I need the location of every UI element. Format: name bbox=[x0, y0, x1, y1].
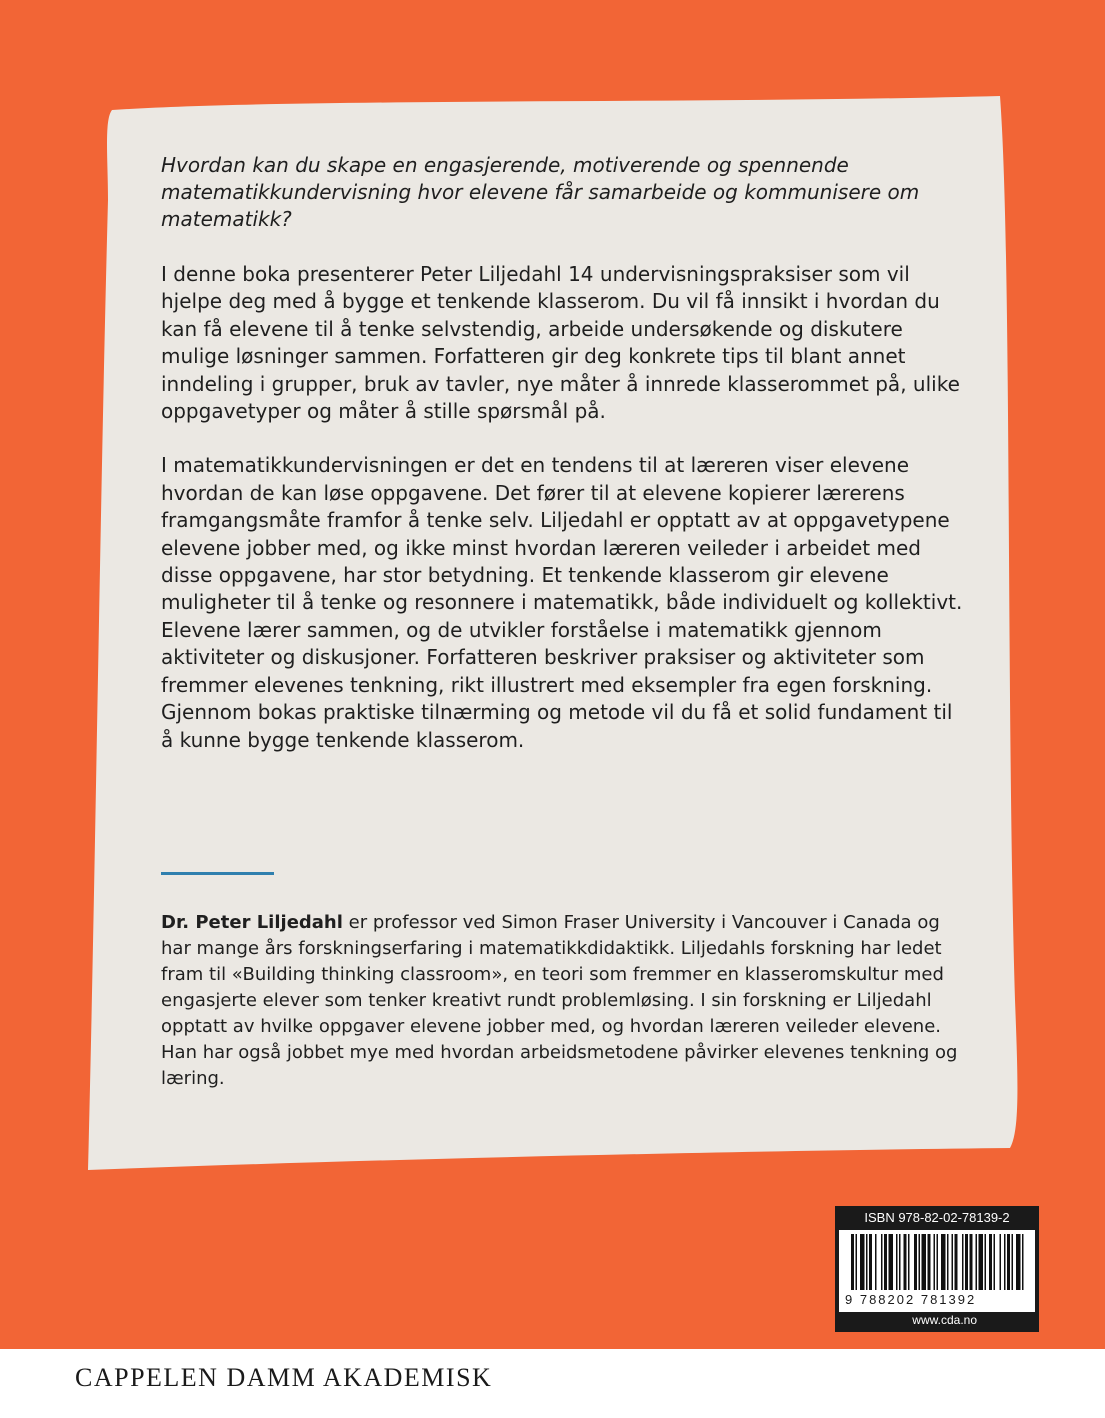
barcode-bar bbox=[994, 1234, 996, 1290]
barcode-bar bbox=[884, 1234, 887, 1290]
publisher-footer bbox=[0, 1349, 1105, 1418]
barcode bbox=[839, 1230, 1035, 1312]
barcode-digits: 9 788202 781392 bbox=[845, 1292, 977, 1307]
barcode-bar bbox=[1004, 1234, 1006, 1290]
author-bio bbox=[161, 910, 971, 1092]
isbn-label: ISBN 978-82-02-78139-2 bbox=[864, 1210, 1010, 1225]
barcode-bar bbox=[908, 1234, 910, 1290]
barcode-block bbox=[835, 1206, 1039, 1332]
barcode-bar bbox=[970, 1234, 973, 1290]
barcode-bar bbox=[941, 1234, 946, 1290]
barcode-bar bbox=[1012, 1234, 1014, 1290]
barcode-bar bbox=[914, 1234, 917, 1290]
barcode-bar bbox=[989, 1234, 992, 1290]
barcode-bar bbox=[955, 1234, 958, 1290]
barcode-bar bbox=[985, 1234, 987, 1290]
barcode-bar bbox=[881, 1234, 883, 1290]
section-divider bbox=[161, 872, 274, 875]
intro-question: Hvordan kan du skape en engasjerende, motiverende og spennende matematikkundervisning hvor elevene får samarbeide og kommunisere om matematikk? bbox=[161, 153, 920, 231]
barcode-bar bbox=[1000, 1234, 1002, 1290]
publisher-logo: CAPPELEN DAMM AKADEMISK bbox=[75, 1363, 493, 1392]
barcode-bar bbox=[937, 1234, 939, 1290]
barcode-bar bbox=[866, 1234, 868, 1290]
barcode-bar bbox=[1007, 1234, 1010, 1290]
barcode-bar bbox=[1016, 1234, 1021, 1290]
barcode-bar bbox=[976, 1234, 978, 1290]
author-name: Dr. Peter Liljedahl bbox=[161, 912, 343, 933]
website-url: www.cda.no bbox=[912, 1313, 977, 1327]
barcode-bar bbox=[869, 1234, 872, 1290]
barcode-bar bbox=[1022, 1234, 1024, 1290]
barcode-bar bbox=[962, 1234, 964, 1290]
barcode-bar bbox=[896, 1234, 898, 1290]
barcode-bar bbox=[928, 1234, 931, 1290]
barcode-bar bbox=[947, 1234, 949, 1290]
author-bio-text: er professor ved Simon Fraser University i Vancouver i Canada og har mange års forskningserfaring i matematikkdidaktikk. Liljedahls forskning har ledet fram til «Building thinking classroom», en teori som fremmer en klasseromskultur med engasjerte elever som tenker kreativt rundt problemløsing. I sin forskning er Liljedahl opptatt av hvilke oppgaver elevene jobber med, og hvordan læreren veileder elevene. Han har også jobbet mye med hvordan arbeidsmetodene påvirker elevenes tenkning og læring. bbox=[161, 912, 958, 1089]
barcode-bar bbox=[904, 1234, 907, 1290]
barcode-bar bbox=[860, 1234, 865, 1290]
paragraph-2: I matematikkundervisningen er det en tendens til at læreren viser elevene hvordan de kan løse oppgavene. Det fører til at elevene kopierer lærerens framgangsmåte framfor å tenke selv. Liljedahl er opptatt av at oppgavetypene elevene jobber med, og ikke minst hvordan læreren veileder i arbeidet med disse oppgavene, har stor betydning. Et tenkende klasserom gir elevene muligheter til å tenke og resonnere i matematikk, både individuelt og kollektivt. Elevene lærer sammen, og de utvikler forståelse i matematikk gjennom aktiviteter og diskusjoner. Forfatteren beskriver praksiser og aktiviteter som fremmer elevenes tenkning, rikt illustrert med eksempler fra egen forskning. Gjennom bokas praktiske tilnærming og metode vil du få et solid fundament til å kunne bygge tenkende klasserom. bbox=[161, 453, 963, 752]
barcode-bar bbox=[965, 1234, 968, 1290]
barcode-bar bbox=[922, 1234, 927, 1290]
barcode-bar bbox=[856, 1234, 858, 1290]
main-text bbox=[161, 152, 971, 781]
barcode-bar bbox=[851, 1234, 854, 1290]
barcode-bar bbox=[875, 1234, 877, 1290]
barcode-bar bbox=[934, 1234, 936, 1290]
paragraph-1: I denne boka presenterer Peter Liljedahl 14 undervisningspraksiser som vil hjelpe deg med å bygge et tenkende klasserom. Du vil få innsikt i hvordan du kan få elevene til å tenke selvstendig, arbeide undersøkende og diskutere mulige løsninger sammen. Forfatteren gir deg konkrete tips til blant annet inndeling i grupper, bruk av tavler, nye måter å innrede klasserommet på, ulike oppgavetyper og måter å stille spørsmål på. bbox=[161, 262, 960, 424]
barcode-bar bbox=[979, 1234, 984, 1290]
barcode-bar bbox=[899, 1234, 901, 1290]
barcode-bar bbox=[919, 1234, 921, 1290]
barcode-bar bbox=[952, 1234, 954, 1290]
barcode-bar bbox=[889, 1234, 894, 1290]
